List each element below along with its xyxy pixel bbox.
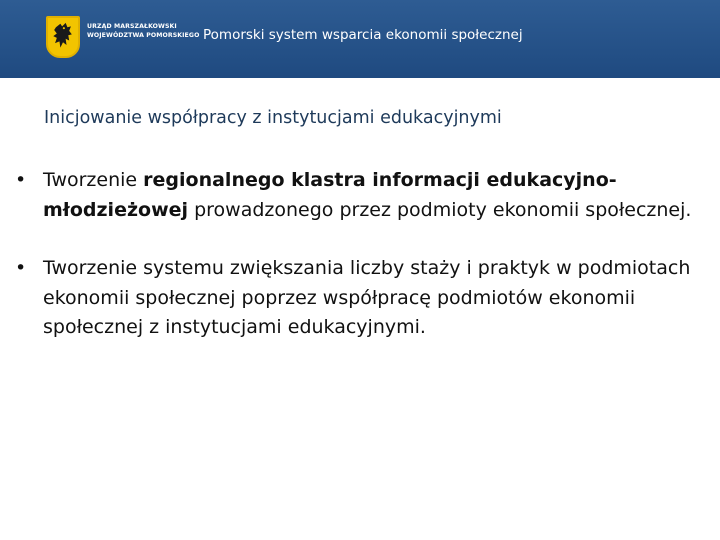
bullet-text: Tworzenie systemu zwiększania liczby staży i praktyk w podmiotach ekonomii społecznej poprzez współpracę podmiotów ekonomii społecznej z instytucjami edukacyjnymi. (43, 257, 691, 338)
header-title: Pomorski system wsparcia ekonomii społecznej (203, 27, 523, 43)
bullet-item (15, 166, 710, 225)
slide-heading: Inicjowanie współpracy z instytucjami edukacyjnymi (44, 108, 502, 128)
bullet-text-part: Tworzenie (43, 169, 144, 191)
bullet-list (15, 166, 710, 372)
logo-line-2: WOJEWÓDZTWA POMORSKIEGO (87, 32, 200, 39)
bullet-marker: • (15, 169, 27, 191)
logo-text (87, 22, 202, 40)
bullet-marker: • (15, 257, 27, 279)
bullet-item (15, 254, 710, 343)
griffin-coat-of-arms-icon (46, 16, 80, 58)
bullet-text-part: prowadzonego przez podmioty ekonomii społecznej. (188, 198, 692, 221)
bullet-bold-text: regionalnego klastra informacji edukacyjno-młodzieżowej (43, 169, 617, 221)
logo-line-1: URZĄD MARSZAŁKOWSKI (87, 23, 177, 30)
header-bar (0, 0, 720, 78)
